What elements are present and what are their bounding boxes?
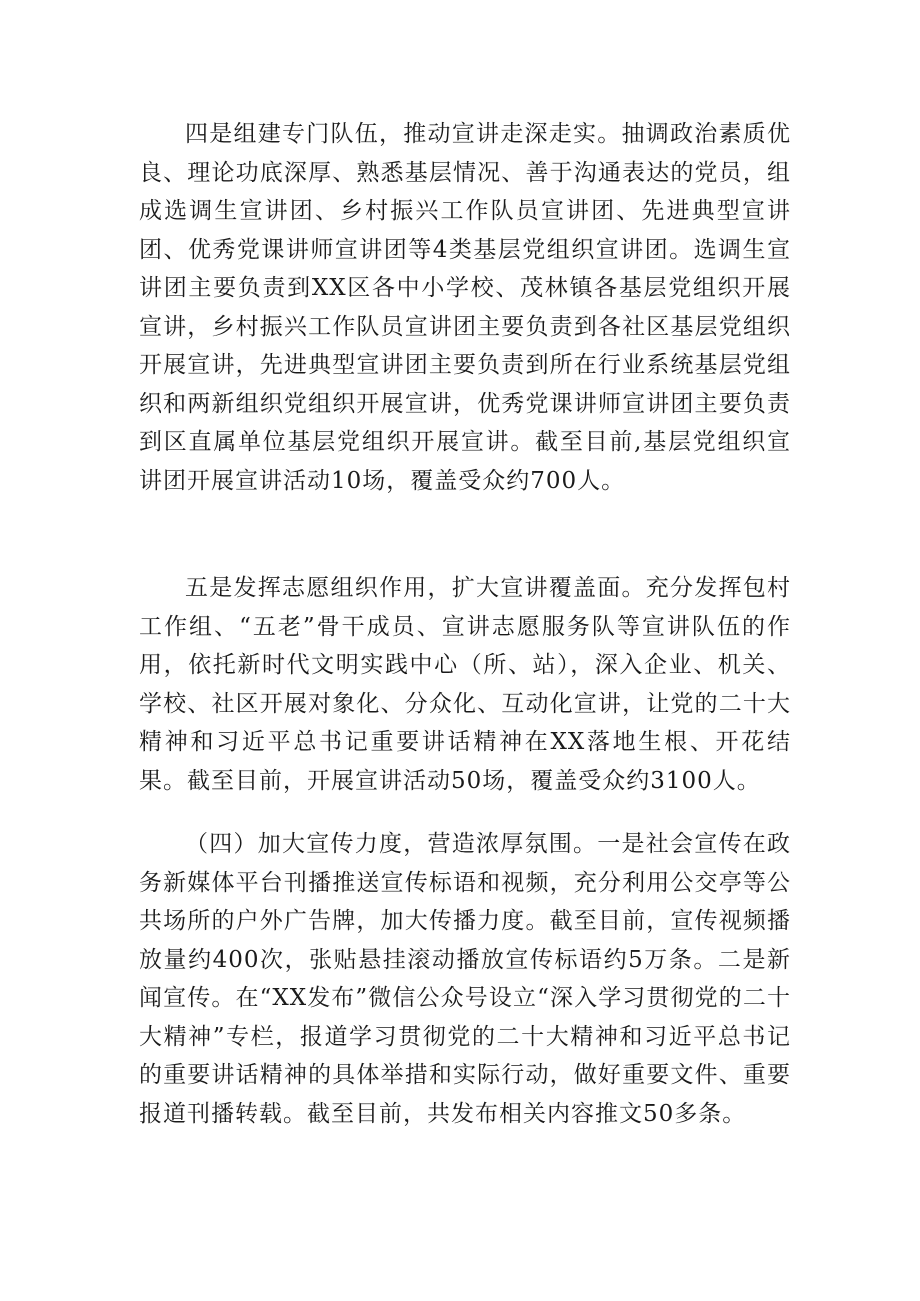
- paragraph-specialized-teams: 四是组建专门队伍，推动宣讲走深走实。抽调政治素质优良、理论功底深厚、熟悉基层情况、善于沟通表达的党员，组成选调生宣讲团、乡村振兴工作队员宣讲团、先进典型宣讲团、优秀党课讲师宣讲团等4类基层党组织宣讲团。选调生宣讲团主要负责到XX区各中小学校、茂林镇各基层党组织开展宣讲，乡村振兴工作队员宣讲团主要负责到各社区基层党组织开展宣讲，先进典型宣讲团主要负责到所在行业系统基层党组织和两新组织党组织开展宣讲，优秀党课讲师宣讲团主要负责到区直属单位基层党组织开展宣讲。截至目前,基层党组织宣讲团开展宣讲活动10场，覆盖受众约700人。: [139, 121, 791, 494]
- paragraph-publicity-efforts: （四）加大宣传力度，营造浓厚氛围。一是社会宣传在政务新媒体平台刊播推送宣传标语和视频，充分利用公交亭等公共场所的户外广告牌，加大传播力度。截至目前，宣传视频播放量约400次，张贴悬挂滚动播放宣传标语约5万条。二是新闻宣传。在“XX发布”微信公众号设立“深入学习贯彻党的二十大精神”专栏，报道学习贯彻党的二十大精神和习近平总书记的重要讲话精神的具体举措和实际行动，做好重要文件、重要报道刊播转载。截至目前，共发布相关内容推文50多条。: [139, 831, 791, 1127]
- paragraph-volunteer-organizations: 五是发挥志愿组织作用，扩大宣讲覆盖面。充分发挥包村工作组、“五老”骨干成员、宣讲志愿服务队等宣讲队伍的作用，依托新时代文明实践中心（所、站），深入企业、机关、学校、社区开展对象化、分众化、互动化宣讲，让党的二十大精神和习近平总书记重要讲话精神在XX落地生根、开花结果。截至目前，开展宣讲活动50场，覆盖受众约3100人。: [139, 575, 791, 794]
